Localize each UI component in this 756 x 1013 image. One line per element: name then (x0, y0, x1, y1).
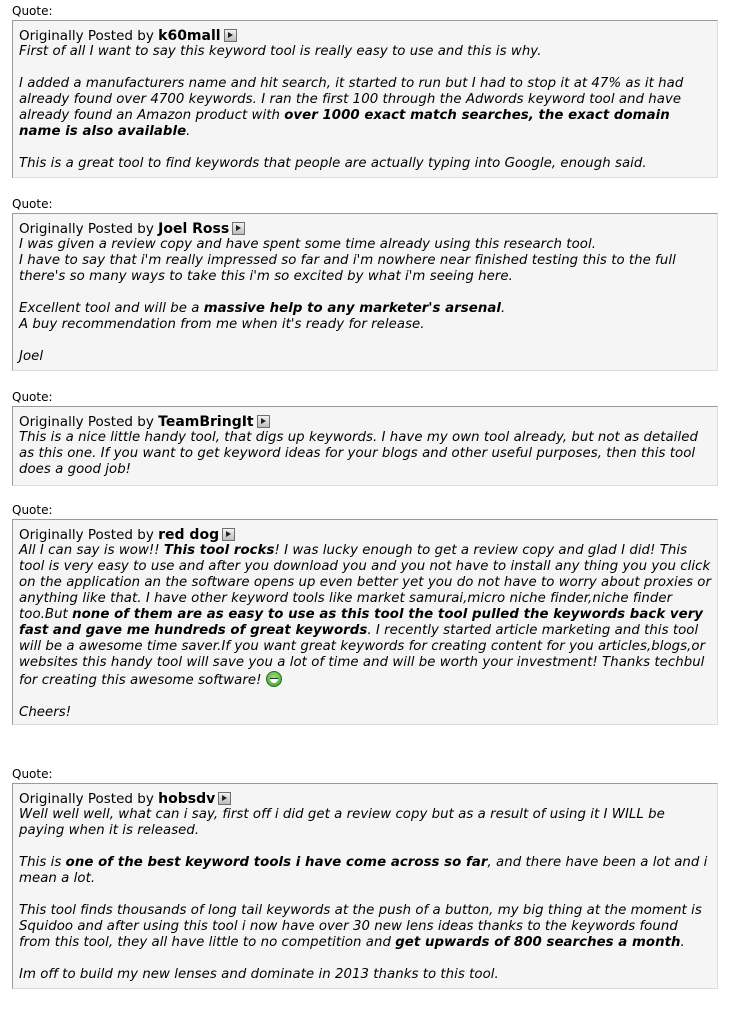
message-paragraph (19, 76, 711, 140)
message-text: . (500, 301, 506, 316)
quote-block (12, 4, 718, 178)
quote-box (12, 20, 718, 178)
message-text: Joel (19, 349, 44, 364)
message-paragraph (19, 301, 711, 333)
posted-by-line (19, 28, 711, 44)
message-paragraph (19, 903, 711, 951)
message-bold-text: none of them are as easy to use as this tool the tool pulled the keywords back very fast and gave me hundreds of great keywords (19, 607, 704, 638)
message-paragraph (19, 967, 711, 983)
posted-by-prefix: Originally Posted by (19, 791, 154, 807)
message-paragraph (19, 237, 711, 285)
view-post-icon[interactable] (224, 29, 237, 42)
quote-author: hobsdv (158, 791, 216, 807)
quote-box (12, 213, 718, 371)
quote-message (19, 237, 711, 365)
message-text: This tool finds thousands of long tail keywords at the push of a button, my big thing at the moment is Squidoo and after using this tool i now have over 30 new lens ideas thanks to the keywords found from this tool, they all have little to no competition and (19, 903, 702, 950)
posted-by-line (19, 527, 711, 543)
message-text: Well well well, what can i say, first off i did get a review copy but as a result of using it I WILL be paying when it is released. (19, 807, 665, 838)
quote-author: TeamBringIt (158, 414, 254, 430)
posted-by-prefix: Originally Posted by (19, 414, 154, 430)
quote-block (12, 197, 718, 371)
message-text: . I recently started article marketing and this tool will be a awesome time saver.If you want great keywords for creating content for you articles,blogs,or websites this handy tool will save you a lot of time and will be worth your investment! Thanks techbul for creating this awesome software! (19, 623, 706, 688)
message-bold-text: massive help to any marketer's arsenal (203, 301, 501, 316)
view-post-icon[interactable] (232, 222, 245, 235)
posted-by-line (19, 791, 711, 807)
message-text: This is a great tool to find keywords that people are actually typing into Google, enough said. (19, 156, 647, 171)
quote-author: red dog (158, 527, 220, 543)
quote-label: Quote: (12, 4, 53, 18)
quote-box (12, 519, 718, 725)
quote-label: Quote: (12, 390, 53, 404)
quote-message (19, 430, 711, 478)
quote-block (12, 390, 718, 486)
quote-message (19, 44, 711, 172)
quote-label: Quote: (12, 503, 53, 517)
message-text: . (680, 935, 685, 950)
message-text: Excellent tool and will be a (19, 301, 204, 316)
message-text: This is (19, 855, 66, 870)
message-text: . (186, 124, 191, 139)
message-paragraph (19, 156, 711, 172)
message-text: Im off to build my new lenses and dominate in 2013 thanks to this tool. (19, 967, 499, 982)
view-post-icon[interactable] (222, 528, 235, 541)
quote-box (12, 783, 718, 989)
view-post-icon[interactable] (218, 792, 231, 805)
message-bold-text: over 1000 exact match searches, the exact domain name is also available (19, 108, 670, 139)
message-paragraph (19, 855, 711, 887)
view-post-icon[interactable] (257, 415, 270, 428)
message-text: I was given a review copy and have spent some time already using this research tool. (19, 237, 596, 252)
message-paragraph (19, 543, 711, 689)
message-paragraph (19, 349, 711, 365)
grin-smiley-icon (266, 671, 282, 687)
message-text: I have to say that i'm really impressed so far and i'm nowhere near finished testing this to the full there's so many ways to take this i'm so excited by what i'm seeing here. (19, 253, 676, 284)
message-paragraph (19, 705, 711, 721)
quote-block (12, 503, 718, 725)
quote-author: Joel Ross (158, 221, 230, 237)
posted-by-prefix: Originally Posted by (19, 527, 154, 543)
quote-block (12, 767, 718, 989)
quote-label: Quote: (12, 767, 53, 781)
message-text: , and there have been a lot and i mean a lot. (19, 855, 708, 886)
message-paragraph (19, 430, 711, 478)
quote-author: k60mall (158, 28, 221, 44)
message-bold-text: one of the best keyword tools i have come across so far (65, 855, 488, 870)
message-text: I added a manufacturers name and hit search, it started to run but I had to stop it at 47% as it had already found over 4700 keywords. I ran the first 100 through the Adwords keyword tool and have already found an Amazon product with (19, 76, 684, 123)
message-text: First of all I want to say this keyword tool is really easy to use and this is why. (19, 44, 542, 59)
message-bold-text: get upwards of 800 searches a month (395, 935, 681, 950)
posted-by-prefix: Originally Posted by (19, 28, 154, 44)
message-text: A buy recommendation from me when it's ready for release. (19, 317, 425, 332)
message-paragraph (19, 44, 711, 60)
message-text: This is a nice little handy tool, that digs up keywords. I have my own tool already, but not as detailed as this one. If you want to get keyword ideas for your blogs and other useful purposes, then this tool does a good job! (19, 430, 698, 477)
quote-box (12, 406, 718, 486)
posted-by-prefix: Originally Posted by (19, 221, 154, 237)
message-paragraph (19, 807, 711, 839)
quote-message (19, 543, 711, 721)
message-text: ! I was lucky enough to get a review copy and glad I did! This tool is very easy to use and after you download you and you not have to install any thing you you click on the application an the software opens up even better yet you do not have to worry about proxies or anything like that. I have other keyword tools like market samurai,micro niche finder,niche finder too.But (19, 543, 711, 622)
message-text: Cheers! (19, 705, 72, 720)
message-text: All I can say is wow!! (19, 543, 164, 558)
quote-label: Quote: (12, 197, 53, 211)
message-bold-text: This tool rocks (163, 543, 275, 558)
posted-by-line (19, 221, 711, 237)
posted-by-line (19, 414, 711, 430)
quote-message (19, 807, 711, 983)
